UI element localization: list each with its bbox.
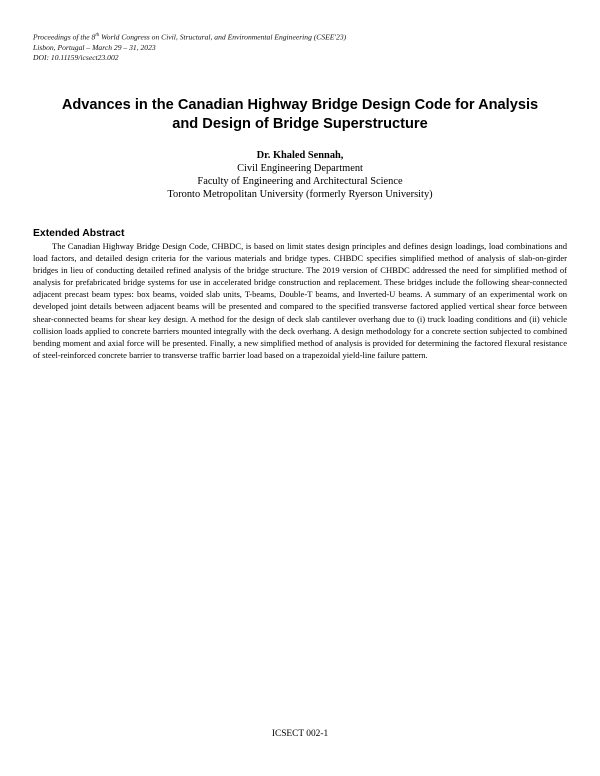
ordinal-suffix: th bbox=[95, 33, 100, 38]
paper-title bbox=[20, 96, 580, 134]
proceedings-header bbox=[33, 31, 573, 64]
author-faculty: Faculty of Engineering and Architectural Science bbox=[197, 176, 403, 187]
proceedings-text: Proceedings of the 8 bbox=[33, 32, 96, 42]
title-line-1: Advances in the Canadian Highway Bridge Design Code for Analysis bbox=[61, 97, 539, 113]
proceedings-text-rest: World Congress on Civil, Structural, and Environmental Engineering (CSEE'23) bbox=[99, 32, 347, 42]
author-name: Dr. Khaled Sennah, bbox=[256, 150, 344, 161]
doi-link[interactable]: DOI: 10.11159/icsect23.002 bbox=[33, 53, 119, 63]
proceedings-line bbox=[33, 31, 573, 43]
page-footer: ICSECT 002-1 bbox=[271, 729, 329, 739]
abstract-body: The Canadian Highway Bridge Design Code, CHBDC, is based on limit states design principles and defines design loadings, load combinations and load factors, and detailed design criteria for the various materials and bridge types. CHBDC specifies simplified method of analysis of slab-on-girder bridges in lieu of conducting detailed refined analysis of the bridge structure. The 2019 version of CHBDC addressed the need for simplified method of analysis for prefabricated bridge systems for use in accelerated bridge construction and replacement. These bridges include the following shear-connected adjacent precast beam types: box beams, voided slab units, T-beams, Double-T beams, and Inverted-U beams. A summary of an experimental work on developed joint details between adjacent beams will be presented and compared to the specified transverse factored applied vertical shear force between shear-connected beams for shear key design. A method for the design of deck slab cantilever overhang due to (i) truck loading conditions and (ii) vehicle collision loads applied to concrete barriers mounted integrally with the deck overhang. A design methodology for a concrete section subjected to combined bending moment and axial force will be presented. Finally, a new simplified method of analysis is provided for determining the factored flexural resistance of steel-reinforced concrete barrier to transverse traffic barrier load based on a trapezoidal yield-line failure pattern. bbox=[33, 241, 567, 360]
author-university: Toronto Metropolitan University (formerly Ryerson University) bbox=[167, 189, 433, 200]
conference-location: Lisbon, Portugal – March 29 – 31, 2023 bbox=[33, 42, 156, 52]
abstract-heading: Extended Abstract bbox=[33, 228, 125, 239]
author-block bbox=[20, 149, 580, 201]
author-department: Civil Engineering Department bbox=[237, 163, 363, 174]
title-line-2: and Design of Bridge Superstructure bbox=[172, 116, 428, 132]
